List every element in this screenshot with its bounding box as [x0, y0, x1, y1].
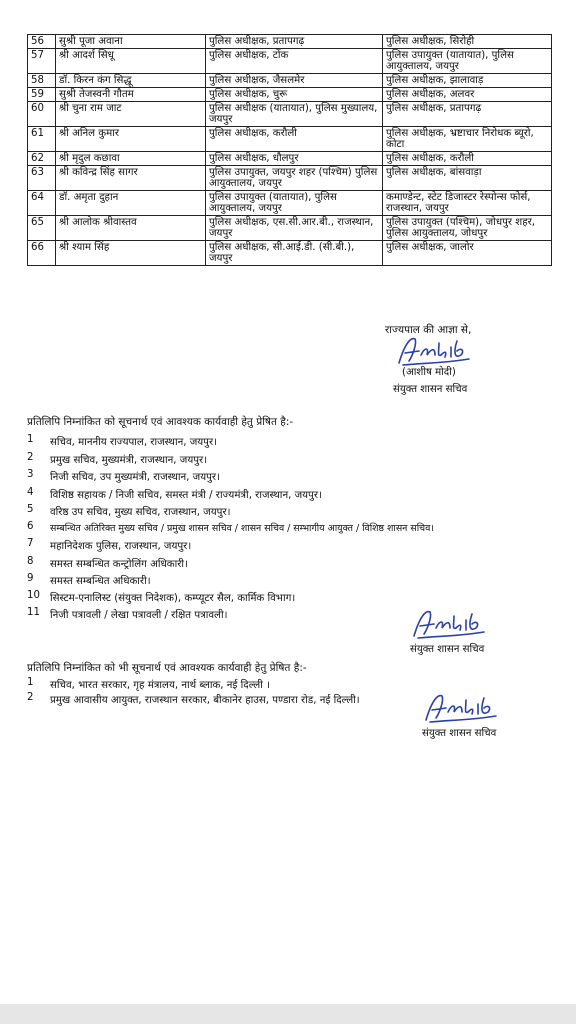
table-row [28, 49, 552, 74]
serial-number: 62 [28, 152, 56, 166]
item-text: समस्त सम्बन्धित कन्ट्रोलिंग अधिकारी। [50, 559, 188, 570]
signer-name: (आशीष मोदी) [402, 367, 456, 378]
item-text: निजी सचिव, उप मुख्यमंत्री, राजस्थान, जयपुर। [50, 472, 220, 483]
officer-name: डॉ. किरन कंग सिद्धू [56, 74, 206, 88]
handwritten-signature [410, 606, 490, 640]
officer-name: श्री चुना राम जाट [56, 102, 206, 127]
officer-name: श्री आदर्श सिधू [56, 49, 206, 74]
table-row [28, 102, 552, 127]
new-posting: पुलिस अधीक्षक, जालोर [383, 241, 552, 266]
item-text: वरिष्ठ उप सचिव, मुख्य सचिव, राजस्थान, जयपुर। [50, 507, 231, 518]
item-text: निजी पत्रावली / लेखा पत्रावली / रक्षित पत्रावली। [50, 610, 228, 621]
item-number: 2 [27, 692, 34, 703]
current-posting: पुलिस अधीक्षक, प्रतापगढ़ [206, 35, 383, 49]
new-posting: पुलिस उपायुक्त (पश्चिम), जोधपुर शहर, पुलिस आयुक्तालय, जोधपुर [383, 216, 552, 241]
item-number: 9 [27, 573, 34, 584]
item-number: 6 [27, 521, 34, 532]
officer-name: श्री कविन्द्र सिंह सागर [56, 166, 206, 191]
copy-list-heading: प्रतिलिपि निम्नांकित को सूचनार्थ एवं आवश्यक कार्यवाही हेतु प्रेषित है:- [27, 416, 294, 428]
item-number: 11 [27, 607, 40, 618]
item-text: सम्बन्धित अतिरिक्त मुख्य सचिव / प्रमुख शासन सचिव / शासन सचिव / सम्भागीय आयुक्त / विशिष्ठ शासन सचिव। [50, 523, 434, 534]
item-number: 1 [27, 434, 34, 445]
table-row [28, 88, 552, 102]
current-posting: पुलिस अधीक्षक, टोंक [206, 49, 383, 74]
item-number: 3 [27, 469, 34, 480]
serial-number: 65 [28, 216, 56, 241]
serial-number: 59 [28, 88, 56, 102]
table-row [28, 152, 552, 166]
current-posting: पुलिस अधीक्षक, धौलपुर [206, 152, 383, 166]
designation: संयुक्त शासन सचिव [422, 728, 497, 739]
item-text: सिस्टम-एनालिस्ट (संयुक्त निदेशक), कम्प्यूटर सैल, कार्मिक विभाग। [50, 593, 296, 604]
item-text: सचिव, भारत सरकार, गृह मंत्रालय, नार्थ ब्लाक, नई दिल्ली । [50, 680, 270, 691]
serial-number: 60 [28, 102, 56, 127]
serial-number: 57 [28, 49, 56, 74]
item-text: प्रमुख सचिव, मुख्यमंत्री, राजस्थान, जयपुर। [50, 455, 208, 466]
table-row [28, 127, 552, 152]
officer-name: श्री श्याम सिंह [56, 241, 206, 266]
item-text: प्रमुख आवासीय आयुक्त, राजस्थान सरकार, बीकानेर हाउस, पण्डारा रोड, नई दिल्ली। [50, 695, 360, 706]
item-text: सचिव, माननीय राज्यपाल, राजस्थान, जयपुर। [50, 437, 217, 448]
item-number: 2 [27, 452, 34, 463]
item-number: 5 [27, 504, 34, 515]
new-posting: पुलिस अधीक्षक, सिरोही [383, 35, 552, 49]
item-number: 4 [27, 487, 34, 498]
new-posting: पुलिस अधीक्षक, बांसवाड़ा [383, 166, 552, 191]
serial-number: 56 [28, 35, 56, 49]
new-posting: पुलिस अधीक्षक, करौली [383, 152, 552, 166]
serial-number: 58 [28, 74, 56, 88]
new-posting: पुलिस अधीक्षक, भ्रष्टाचार निरोधक ब्यूरो, कोटा [383, 127, 552, 152]
item-text: समस्त सम्बन्धित अधिकारी। [50, 576, 151, 587]
current-posting: पुलिस अधीक्षक, एस.सी.आर.बी., राजस्थान, जयपुर [206, 216, 383, 241]
new-posting: पुलिस उपायुक्त (यातायात), पुलिस आयुक्तालय, जयपुर [383, 49, 552, 74]
current-posting: पुलिस अधीक्षक, सी.आई.डी. (सी.बी.), जयपुर [206, 241, 383, 266]
serial-number: 64 [28, 191, 56, 216]
new-posting: पुलिस अधीक्षक, झालावाड़ [383, 74, 552, 88]
serial-number: 66 [28, 241, 56, 266]
viewer-bottom-bar [0, 1004, 576, 1024]
current-posting: पुलिस अधीक्षक (यातायात), पुलिस मुख्यालय, जयपुर [206, 102, 383, 127]
officer-name: सुश्री पूजा अवाना [56, 35, 206, 49]
officer-name: श्री आलोक श्रीवास्तव [56, 216, 206, 241]
table-row [28, 216, 552, 241]
item-text: महानिदेशक पुलिस, राजस्थान, जयपुर। [50, 541, 192, 552]
new-posting: कमाण्डेन्ट, स्टेट डिजास्टर रेस्पोन्स फोर्स, राजस्थान, जयपुर [383, 191, 552, 216]
serial-number: 61 [28, 127, 56, 152]
new-posting: पुलिस अधीक्षक, प्रतापगढ़ [383, 102, 552, 127]
item-number: 10 [27, 590, 40, 601]
copy-list-heading: प्रतिलिपि निम्नांकित को भी सूचनार्थ एवं आवश्यक कार्यवाही हेतु प्रेषित है:- [27, 662, 307, 674]
designation: संयुक्त शासन सचिव [393, 384, 468, 395]
table-row [28, 35, 552, 49]
item-number: 7 [27, 538, 34, 549]
current-posting: पुलिस उपायुक्त (यातायात), पुलिस आयुक्तालय, जयपुर [206, 191, 383, 216]
item-text: विशिष्ठ सहायक / निजी सचिव, समस्त मंत्री / राज्यमंत्री, राजस्थान, जयपुर। [50, 490, 322, 501]
handwritten-signature [395, 333, 475, 367]
new-posting: पुलिस अधीक्षक, अलवर [383, 88, 552, 102]
current-posting: पुलिस अधीक्षक, करौली [206, 127, 383, 152]
table-row [28, 166, 552, 191]
officer-name: श्री मृदुल कछावा [56, 152, 206, 166]
current-posting: पुलिस अधीक्षक, चुरू [206, 88, 383, 102]
serial-number: 63 [28, 166, 56, 191]
officer-name: डॉ. अमृता दुहान [56, 191, 206, 216]
officer-name: श्री अनिल कुमार [56, 127, 206, 152]
transfer-table [27, 34, 552, 266]
handwritten-signature [422, 690, 502, 724]
item-number: 1 [27, 677, 34, 688]
designation: संयुक्त शासन सचिव [410, 644, 485, 655]
table-row [28, 191, 552, 216]
table-row [28, 74, 552, 88]
officer-name: सुश्री तेजस्वनी गौतम [56, 88, 206, 102]
table-row [28, 241, 552, 266]
order-line: राज्यपाल की आज्ञा से, [385, 324, 472, 336]
current-posting: पुलिस उपायुक्त, जयपुर शहर (पश्चिम) पुलिस आयुक्तालय, जयपुर [206, 166, 383, 191]
current-posting: पुलिस अधीक्षक, जैसलमेर [206, 74, 383, 88]
item-number: 8 [27, 556, 34, 567]
